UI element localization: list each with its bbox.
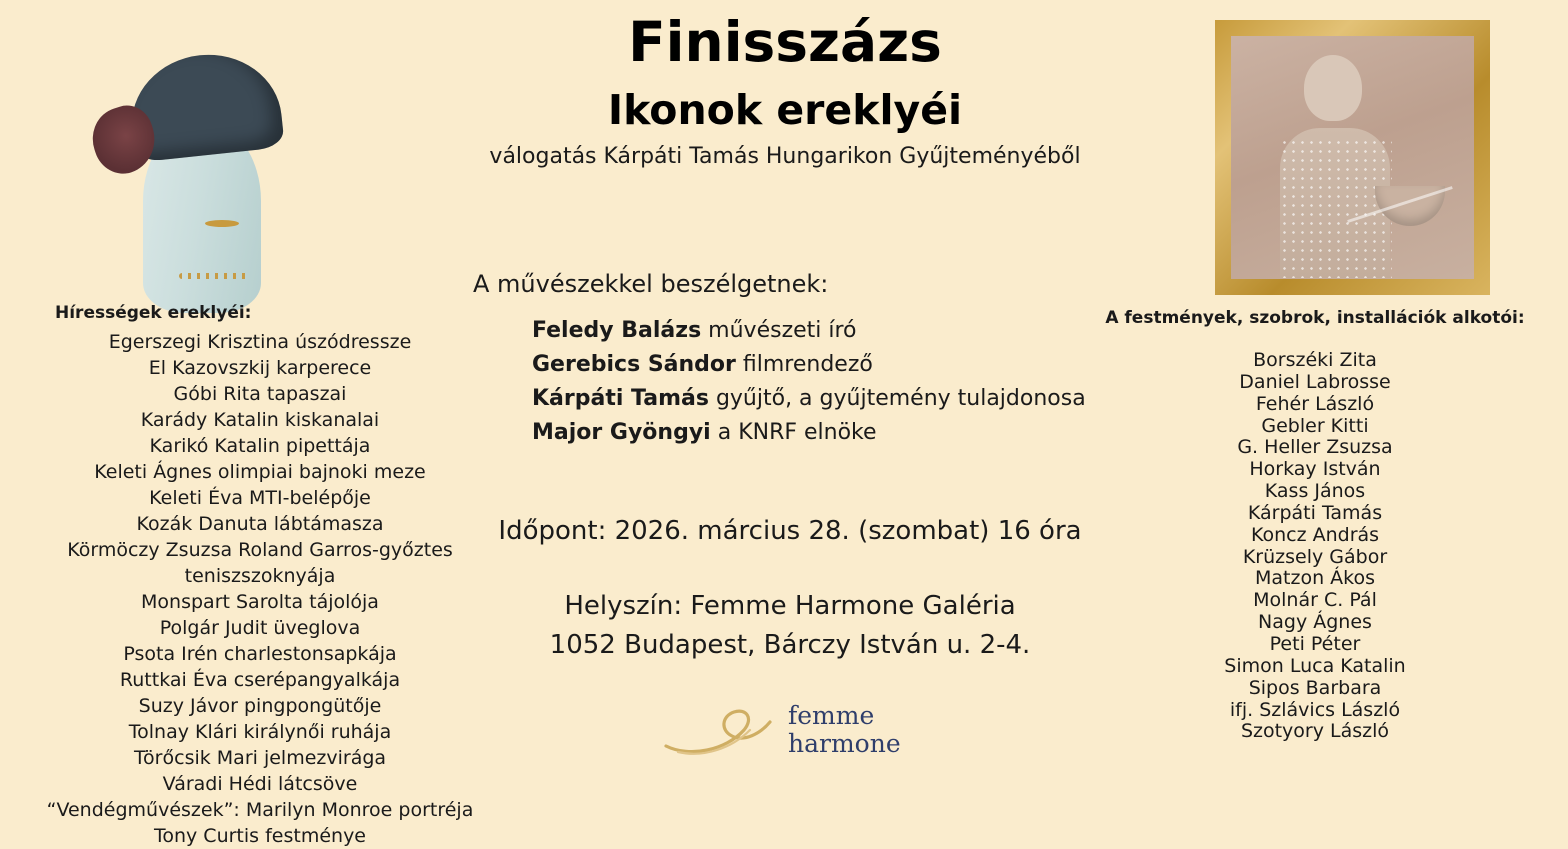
list-item: Szotyory László bbox=[1240, 720, 1390, 743]
mannequin-lips bbox=[205, 220, 239, 227]
list-item: Keleti Éva MTI-belépője bbox=[149, 487, 371, 510]
artists-heading: A festmények, szobrok, installációk alkotói: bbox=[1105, 308, 1525, 328]
artists-list bbox=[1075, 350, 1555, 743]
artwork-image-right bbox=[1215, 20, 1490, 295]
list-item: Egerszegi Krisztina úszódressze bbox=[108, 331, 412, 353]
list-item: Karikó Katalin pipettája bbox=[149, 435, 371, 458]
list-item: “Vendégművészek”: Marilyn Monroe portréja bbox=[46, 799, 474, 822]
list-item: Kass János bbox=[1264, 480, 1366, 503]
event-info-block bbox=[440, 512, 1140, 665]
list-item: Ruttkai Éva cserépangyalkája bbox=[119, 669, 401, 692]
list-item: ifj. Szlávics László bbox=[1229, 698, 1401, 721]
list-item: Daniel Labrosse bbox=[1239, 370, 1391, 393]
event-venue-address: 1052 Budapest, Bárczy István u. 2-4. bbox=[549, 630, 1031, 660]
list-item: Sipos Barbara bbox=[1248, 676, 1382, 699]
list-item: Váradi Hédi látcsöve bbox=[162, 773, 358, 796]
list-item: El Kazovszkij karperece bbox=[148, 357, 372, 380]
list-item: Peti Péter bbox=[1269, 632, 1361, 655]
list-item: Tony Curtis festménye bbox=[153, 825, 366, 848]
list-item: Nagy Ágnes bbox=[1258, 611, 1372, 634]
speaker-name: Kárpáti Tamás bbox=[532, 386, 709, 412]
relics-list bbox=[20, 329, 500, 849]
list-item bbox=[532, 314, 1140, 348]
list-item: Krüzsely Gábor bbox=[1242, 545, 1388, 568]
relics-column bbox=[20, 303, 500, 849]
relief-dot-texture bbox=[1280, 138, 1392, 278]
speakers-block bbox=[440, 270, 1140, 450]
artwork-image-left bbox=[75, 25, 295, 305]
list-item bbox=[532, 348, 1140, 382]
page-subtitle: Ikonok ereklyéi bbox=[607, 85, 963, 134]
list-item: Tolnay Klári királynői ruhája bbox=[128, 721, 392, 744]
list-item: Keleti Ágnes olimpiai bajnoki meze bbox=[94, 461, 426, 484]
logo-text bbox=[788, 702, 901, 758]
list-item: Monspart Sarolta tájolója bbox=[141, 591, 379, 614]
speakers-list bbox=[532, 314, 1140, 450]
page-note: válogatás Kárpáti Tamás Hungarikon Gyűjteményéből bbox=[489, 143, 1081, 169]
list-item: Karády Katalin kiskanalai bbox=[140, 409, 380, 432]
mannequin-neck-beads bbox=[179, 273, 251, 279]
event-date: Időpont: 2026. március 28. (szombat) 16 óra bbox=[498, 516, 1082, 546]
list-item: Molnár C. Pál bbox=[1253, 589, 1377, 612]
list-item: Polgár Judit üveglova bbox=[159, 617, 361, 640]
speaker-role: a KNRF elnöke bbox=[717, 420, 877, 446]
list-item: Fehér László bbox=[1255, 392, 1375, 415]
speaker-name: Feledy Balázs bbox=[532, 318, 702, 343]
page-title: Finisszázs bbox=[628, 10, 942, 74]
list-item: Koncz András bbox=[1250, 523, 1380, 546]
list-item bbox=[532, 416, 1140, 450]
list-item: teniszszoknyája bbox=[184, 565, 336, 588]
list-item: Góbi Rita tapaszai bbox=[173, 383, 347, 406]
list-item: Horkay István bbox=[1249, 458, 1381, 481]
list-item: G. Heller Zsuzsa bbox=[1237, 436, 1393, 459]
list-item: Matzon Ákos bbox=[1254, 567, 1375, 590]
swoosh-icon bbox=[660, 700, 780, 760]
gallery-logo bbox=[660, 700, 901, 760]
logo-line-2: harmone bbox=[788, 729, 901, 758]
logo-line-1: femme bbox=[788, 701, 875, 730]
speaker-role: gyűjtő, a gyűjtemény tulajdonosa bbox=[715, 386, 1086, 412]
speaker-name: Major Gyöngyi bbox=[532, 420, 711, 446]
list-item bbox=[532, 382, 1140, 416]
event-venue-name: Helyszín: Femme Harmone Galéria bbox=[564, 591, 1016, 621]
relief-figure-head bbox=[1304, 55, 1362, 121]
list-item: Kozák Danuta lábtámasza bbox=[136, 513, 384, 536]
relics-heading: Hírességek ereklyéi: bbox=[55, 303, 252, 323]
poster-header bbox=[390, 10, 1180, 169]
list-item: Gebler Kitti bbox=[1261, 414, 1369, 437]
speaker-name: Gerebics Sándor bbox=[532, 352, 736, 378]
list-item: Törőcsik Mari jelmezvirága bbox=[133, 747, 387, 770]
list-item: Psota Irén charlestonsapkája bbox=[123, 643, 397, 666]
artists-column bbox=[1075, 308, 1555, 743]
relief-artwork-surface bbox=[1231, 36, 1474, 279]
speaker-role: művészeti író bbox=[708, 318, 857, 343]
speaker-role: filmrendező bbox=[742, 352, 873, 378]
list-item: Borszéki Zita bbox=[1253, 349, 1377, 371]
list-item: Simon Luca Katalin bbox=[1224, 654, 1406, 677]
list-item: Kárpáti Tamás bbox=[1247, 501, 1383, 524]
list-item: Suzy Jávor pingpongütője bbox=[138, 695, 382, 718]
speakers-heading: A művészekkel beszélgetnek: bbox=[473, 270, 829, 298]
list-item: Körmöczy Zsuzsa Roland Garros-győztes bbox=[67, 539, 453, 562]
